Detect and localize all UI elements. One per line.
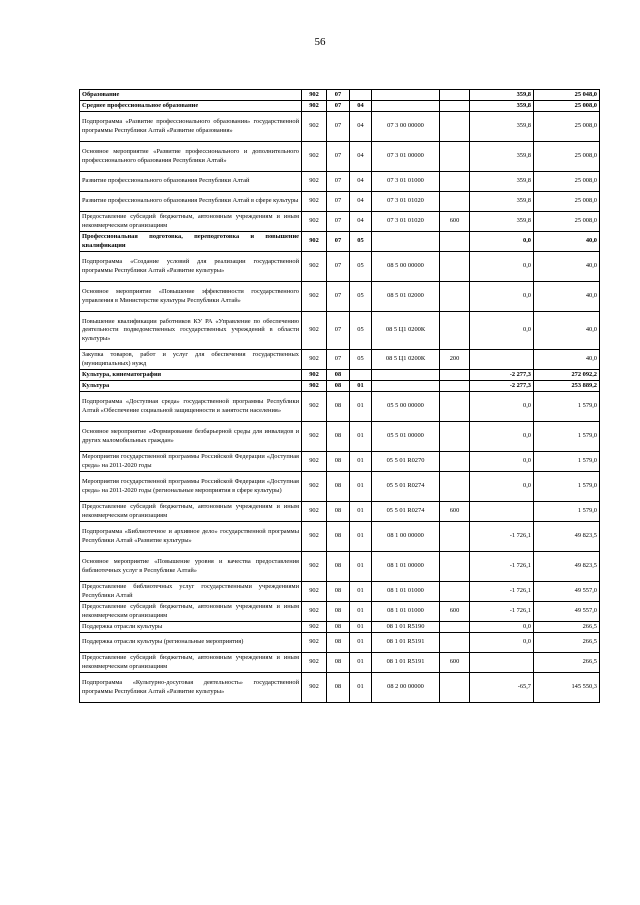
row-expense-type bbox=[440, 312, 470, 350]
row-name: Основное мероприятие «Повышение эффективности государственного управления в Министерстве культуры Республики Алтай» bbox=[80, 282, 302, 312]
row-change-amount bbox=[470, 350, 534, 370]
row-admin-code: 902 bbox=[302, 633, 327, 653]
row-expense-type bbox=[440, 422, 470, 452]
row-total-amount: 40,0 bbox=[534, 312, 600, 350]
row-target-code bbox=[372, 370, 440, 381]
row-change-amount: -1 726,1 bbox=[470, 552, 534, 582]
table-row bbox=[80, 90, 600, 101]
row-admin-code: 902 bbox=[302, 522, 327, 552]
row-subsection: 01 bbox=[350, 582, 372, 602]
row-expense-type bbox=[440, 112, 470, 142]
row-name: Подпрограмма «Культурно-досуговая деятельность» государственной программы Республики Алтай «Развитие культуры» bbox=[80, 673, 302, 703]
table-row bbox=[80, 472, 600, 502]
row-target-code: 05 5 01 R0274 bbox=[372, 472, 440, 502]
row-subsection: 04 bbox=[350, 101, 372, 112]
row-change-amount: -65,7 bbox=[470, 673, 534, 703]
row-name: Подпрограмма «Создание условий для реализации государственной программы Республики Алтай «Развитие культуры» bbox=[80, 252, 302, 282]
row-name: Предоставление субсидий бюджетным, автономным учреждениям и иным некоммерческим организациям bbox=[80, 502, 302, 522]
row-target-code: 08 2 00 00000 bbox=[372, 673, 440, 703]
row-subsection: 04 bbox=[350, 192, 372, 212]
row-admin-code: 902 bbox=[302, 232, 327, 252]
row-name: Мероприятия государственной программы Российской Федерации «Доступная среда» на 2011-2020 годы bbox=[80, 452, 302, 472]
row-expense-type bbox=[440, 172, 470, 192]
row-total-amount: 145 550,3 bbox=[534, 673, 600, 703]
row-total-amount: 40,0 bbox=[534, 350, 600, 370]
row-admin-code: 902 bbox=[302, 142, 327, 172]
row-total-amount: 1 579,0 bbox=[534, 452, 600, 472]
row-target-code: 08 5 Ц1 0200К bbox=[372, 350, 440, 370]
row-target-code: 08 1 01 01000 bbox=[372, 602, 440, 622]
table-row bbox=[80, 142, 600, 172]
row-target-code bbox=[372, 381, 440, 392]
row-target-code: 07 3 01 01020 bbox=[372, 212, 440, 232]
row-subsection: 01 bbox=[350, 673, 372, 703]
row-total-amount: 25 008,0 bbox=[534, 172, 600, 192]
row-section: 08 bbox=[327, 392, 350, 422]
row-total-amount: 25 008,0 bbox=[534, 212, 600, 232]
table-row bbox=[80, 381, 600, 392]
row-subsection: 05 bbox=[350, 350, 372, 370]
row-subsection: 01 bbox=[350, 522, 372, 552]
row-admin-code: 902 bbox=[302, 282, 327, 312]
row-admin-code: 902 bbox=[302, 673, 327, 703]
row-change-amount: 359,8 bbox=[470, 192, 534, 212]
row-expense-type bbox=[440, 522, 470, 552]
row-name: Основное мероприятие «Повышение уровня и качества предоставления библиотечных услуг в Республике Алтай» bbox=[80, 552, 302, 582]
row-total-amount: 25 008,0 bbox=[534, 192, 600, 212]
table-row bbox=[80, 622, 600, 633]
row-target-code: 08 1 01 R5191 bbox=[372, 653, 440, 673]
table-row bbox=[80, 232, 600, 252]
row-expense-type bbox=[440, 232, 470, 252]
row-name: Подпрограмма «Развитие профессионального образования» государственной программы Республики Алтай «Развитие образования» bbox=[80, 112, 302, 142]
row-section: 08 bbox=[327, 381, 350, 392]
table-row bbox=[80, 312, 600, 350]
row-subsection: 01 bbox=[350, 381, 372, 392]
row-target-code: 08 1 01 00000 bbox=[372, 552, 440, 582]
row-name: Предоставление субсидий бюджетным, автономным учреждениям и иным некоммерческим организациям bbox=[80, 653, 302, 673]
row-name: Среднее профессиональное образование bbox=[80, 101, 302, 112]
row-total-amount: 272 092,2 bbox=[534, 370, 600, 381]
row-expense-type: 600 bbox=[440, 502, 470, 522]
row-subsection: 04 bbox=[350, 212, 372, 232]
row-section: 08 bbox=[327, 502, 350, 522]
row-target-code bbox=[372, 90, 440, 101]
row-total-amount: 1 579,0 bbox=[534, 472, 600, 502]
row-expense-type bbox=[440, 633, 470, 653]
table-row bbox=[80, 112, 600, 142]
table-row bbox=[80, 350, 600, 370]
row-section: 07 bbox=[327, 312, 350, 350]
row-subsection: 01 bbox=[350, 502, 372, 522]
row-section: 08 bbox=[327, 552, 350, 582]
row-total-amount: 49 823,5 bbox=[534, 522, 600, 552]
row-change-amount: 0,0 bbox=[470, 422, 534, 452]
row-name: Закупка товаров, работ и услуг для обеспечения государственных (муниципальных) нужд bbox=[80, 350, 302, 370]
row-total-amount: 40,0 bbox=[534, 252, 600, 282]
row-name: Подпрограмма «Библиотечное и архивное дело» государственной программы Республики Алтай «Развитие культуры» bbox=[80, 522, 302, 552]
row-total-amount: 266,5 bbox=[534, 622, 600, 633]
row-subsection: 01 bbox=[350, 602, 372, 622]
table-row bbox=[80, 192, 600, 212]
row-admin-code: 902 bbox=[302, 192, 327, 212]
row-expense-type bbox=[440, 101, 470, 112]
row-admin-code: 902 bbox=[302, 392, 327, 422]
row-change-amount: 0,0 bbox=[470, 633, 534, 653]
row-section: 08 bbox=[327, 622, 350, 633]
row-expense-type bbox=[440, 392, 470, 422]
row-subsection: 05 bbox=[350, 282, 372, 312]
row-section: 08 bbox=[327, 452, 350, 472]
row-expense-type bbox=[440, 381, 470, 392]
row-target-code bbox=[372, 232, 440, 252]
row-admin-code: 902 bbox=[302, 582, 327, 602]
row-section: 08 bbox=[327, 633, 350, 653]
row-change-amount bbox=[470, 653, 534, 673]
row-total-amount: 1 579,0 bbox=[534, 392, 600, 422]
row-subsection: 01 bbox=[350, 653, 372, 673]
row-name: Повышение квалификации работников КУ РА «Управление по обеспечению деятельности подведомственных государственных учреждений в области культуры» bbox=[80, 312, 302, 350]
row-section: 07 bbox=[327, 172, 350, 192]
row-change-amount: 359,8 bbox=[470, 212, 534, 232]
row-admin-code: 902 bbox=[302, 381, 327, 392]
row-subsection: 01 bbox=[350, 622, 372, 633]
row-change-amount: 359,8 bbox=[470, 112, 534, 142]
row-change-amount: 0,0 bbox=[470, 282, 534, 312]
row-admin-code: 902 bbox=[302, 172, 327, 192]
row-name: Предоставление библиотечных услуг государственными учреждениями Республики Алтай bbox=[80, 582, 302, 602]
row-section: 07 bbox=[327, 90, 350, 101]
row-name: Культура, кинематография bbox=[80, 370, 302, 381]
table-row bbox=[80, 452, 600, 472]
row-name: Поддержка отрасли культуры (региональные мероприятия) bbox=[80, 633, 302, 653]
budget-table bbox=[79, 89, 600, 703]
row-total-amount: 49 557,0 bbox=[534, 602, 600, 622]
row-expense-type: 600 bbox=[440, 602, 470, 622]
table-row bbox=[80, 252, 600, 282]
row-expense-type bbox=[440, 552, 470, 582]
row-target-code: 08 5 Ц1 0200К bbox=[372, 312, 440, 350]
row-expense-type: 200 bbox=[440, 350, 470, 370]
row-expense-type bbox=[440, 252, 470, 282]
row-target-code: 07 3 01 00000 bbox=[372, 142, 440, 172]
row-change-amount: 0,0 bbox=[470, 312, 534, 350]
row-name: Поддержка отрасли культуры bbox=[80, 622, 302, 633]
row-name: Предоставление субсидий бюджетным, автономным учреждениям и иным некоммерческим организациям bbox=[80, 212, 302, 232]
table-row bbox=[80, 282, 600, 312]
row-subsection bbox=[350, 90, 372, 101]
row-subsection: 04 bbox=[350, 112, 372, 142]
row-expense-type bbox=[440, 282, 470, 312]
row-section: 08 bbox=[327, 582, 350, 602]
row-section: 08 bbox=[327, 472, 350, 502]
row-section: 07 bbox=[327, 212, 350, 232]
row-admin-code: 902 bbox=[302, 653, 327, 673]
table-row bbox=[80, 653, 600, 673]
row-total-amount: 25 048,0 bbox=[534, 90, 600, 101]
row-name: Подпрограмма «Доступная среда» государственной программы Республики Алтай «Обеспечение социальной защищенности и занятости населения» bbox=[80, 392, 302, 422]
row-total-amount: 49 557,0 bbox=[534, 582, 600, 602]
table-row bbox=[80, 673, 600, 703]
row-expense-type bbox=[440, 622, 470, 633]
table-row bbox=[80, 582, 600, 602]
row-change-amount bbox=[470, 502, 534, 522]
row-section: 08 bbox=[327, 522, 350, 552]
row-change-amount: -1 726,1 bbox=[470, 582, 534, 602]
row-subsection: 04 bbox=[350, 142, 372, 172]
row-change-amount: -2 277,3 bbox=[470, 381, 534, 392]
row-admin-code: 902 bbox=[302, 252, 327, 282]
row-total-amount: 25 008,0 bbox=[534, 142, 600, 172]
row-expense-type bbox=[440, 192, 470, 212]
row-expense-type: 600 bbox=[440, 212, 470, 232]
row-section: 07 bbox=[327, 252, 350, 282]
row-admin-code: 902 bbox=[302, 90, 327, 101]
table-row bbox=[80, 633, 600, 653]
row-section: 07 bbox=[327, 232, 350, 252]
row-section: 08 bbox=[327, 673, 350, 703]
row-admin-code: 902 bbox=[302, 312, 327, 350]
table-row bbox=[80, 370, 600, 381]
page-number: 56 bbox=[314, 36, 326, 48]
row-change-amount: 0,0 bbox=[470, 472, 534, 502]
row-section: 08 bbox=[327, 422, 350, 452]
row-expense-type bbox=[440, 472, 470, 502]
row-name: Предоставление субсидий бюджетным, автономным учреждениям и иным некоммерческим организациям bbox=[80, 602, 302, 622]
row-subsection: 04 bbox=[350, 172, 372, 192]
row-name: Профессиональная подготовка, переподготовка и повышение квалификации bbox=[80, 232, 302, 252]
table-row bbox=[80, 552, 600, 582]
row-admin-code: 902 bbox=[302, 502, 327, 522]
row-total-amount: 25 008,0 bbox=[534, 112, 600, 142]
row-admin-code: 902 bbox=[302, 622, 327, 633]
row-expense-type bbox=[440, 673, 470, 703]
row-total-amount: 25 008,0 bbox=[534, 101, 600, 112]
table-row bbox=[80, 502, 600, 522]
row-change-amount: 0,0 bbox=[470, 622, 534, 633]
row-change-amount: 359,8 bbox=[470, 142, 534, 172]
row-section: 08 bbox=[327, 653, 350, 673]
row-expense-type bbox=[440, 582, 470, 602]
row-subsection: 01 bbox=[350, 472, 372, 502]
row-target-code: 08 5 00 00000 bbox=[372, 252, 440, 282]
row-total-amount: 1 579,0 bbox=[534, 422, 600, 452]
row-total-amount: 40,0 bbox=[534, 282, 600, 312]
row-expense-type bbox=[440, 370, 470, 381]
row-admin-code: 902 bbox=[302, 552, 327, 582]
row-total-amount: 266,5 bbox=[534, 633, 600, 653]
table-row bbox=[80, 172, 600, 192]
row-change-amount: -1 726,1 bbox=[470, 522, 534, 552]
row-name: Культура bbox=[80, 381, 302, 392]
row-section: 07 bbox=[327, 142, 350, 172]
row-admin-code: 902 bbox=[302, 212, 327, 232]
row-target-code: 08 1 01 01000 bbox=[372, 582, 440, 602]
row-name: Основное мероприятие «Формирование безбарьерной среды для инвалидов и других маломобильных граждан» bbox=[80, 422, 302, 452]
row-subsection: 01 bbox=[350, 422, 372, 452]
row-total-amount: 40,0 bbox=[534, 232, 600, 252]
row-name: Образование bbox=[80, 90, 302, 101]
row-section: 07 bbox=[327, 282, 350, 312]
row-admin-code: 902 bbox=[302, 422, 327, 452]
row-name: Развитие профессионального образования Республики Алтай bbox=[80, 172, 302, 192]
table-row bbox=[80, 392, 600, 422]
row-subsection: 05 bbox=[350, 312, 372, 350]
row-target-code: 07 3 01 01000 bbox=[372, 172, 440, 192]
row-total-amount: 49 823,5 bbox=[534, 552, 600, 582]
row-admin-code: 902 bbox=[302, 472, 327, 502]
row-change-amount: 359,8 bbox=[470, 101, 534, 112]
row-section: 07 bbox=[327, 112, 350, 142]
table-row bbox=[80, 212, 600, 232]
row-expense-type bbox=[440, 90, 470, 101]
row-change-amount: 0,0 bbox=[470, 232, 534, 252]
row-subsection: 01 bbox=[350, 452, 372, 472]
row-total-amount: 1 579,0 bbox=[534, 502, 600, 522]
row-section: 07 bbox=[327, 350, 350, 370]
row-total-amount: 253 889,2 bbox=[534, 381, 600, 392]
row-section: 07 bbox=[327, 192, 350, 212]
row-target-code: 08 5 01 02000 bbox=[372, 282, 440, 312]
row-change-amount: 0,0 bbox=[470, 392, 534, 422]
row-subsection: 01 bbox=[350, 552, 372, 582]
row-target-code: 08 1 01 R5191 bbox=[372, 633, 440, 653]
row-name: Развитие профессионального образования Республики Алтай в сфере культуры bbox=[80, 192, 302, 212]
row-target-code: 05 5 01 R0274 bbox=[372, 502, 440, 522]
row-admin-code: 902 bbox=[302, 370, 327, 381]
table-row bbox=[80, 522, 600, 552]
row-target-code bbox=[372, 101, 440, 112]
row-expense-type bbox=[440, 142, 470, 172]
row-expense-type: 600 bbox=[440, 653, 470, 673]
row-change-amount: 0,0 bbox=[470, 252, 534, 282]
row-admin-code: 902 bbox=[302, 350, 327, 370]
row-target-code: 07 3 01 01020 bbox=[372, 192, 440, 212]
row-target-code: 05 5 01 R0270 bbox=[372, 452, 440, 472]
row-target-code: 07 3 00 00000 bbox=[372, 112, 440, 142]
row-section: 08 bbox=[327, 370, 350, 381]
row-admin-code: 902 bbox=[302, 602, 327, 622]
row-name: Мероприятия государственной программы Российской Федерации «Доступная среда» на 2011-2020 годы (региональные мероприятия в сфере культуры) bbox=[80, 472, 302, 502]
row-subsection: 05 bbox=[350, 252, 372, 282]
row-target-code: 05 5 01 00000 bbox=[372, 422, 440, 452]
row-change-amount: -1 726,1 bbox=[470, 602, 534, 622]
row-total-amount: 266,5 bbox=[534, 653, 600, 673]
row-admin-code: 902 bbox=[302, 112, 327, 142]
row-target-code: 05 5 00 00000 bbox=[372, 392, 440, 422]
table-row bbox=[80, 101, 600, 112]
row-section: 08 bbox=[327, 602, 350, 622]
row-expense-type bbox=[440, 452, 470, 472]
row-change-amount: 359,8 bbox=[470, 90, 534, 101]
row-admin-code: 902 bbox=[302, 101, 327, 112]
row-section: 07 bbox=[327, 101, 350, 112]
row-target-code: 08 1 01 R5190 bbox=[372, 622, 440, 633]
row-target-code: 08 1 00 00000 bbox=[372, 522, 440, 552]
row-subsection: 05 bbox=[350, 232, 372, 252]
row-subsection bbox=[350, 370, 372, 381]
row-subsection: 01 bbox=[350, 392, 372, 422]
row-name: Основное мероприятие «Развитие профессионального и дополнительного профессионального образования Республики Алтай» bbox=[80, 142, 302, 172]
row-change-amount: 359,8 bbox=[470, 172, 534, 192]
row-change-amount: 0,0 bbox=[470, 452, 534, 472]
row-change-amount: -2 277,3 bbox=[470, 370, 534, 381]
table-row bbox=[80, 602, 600, 622]
row-subsection: 01 bbox=[350, 633, 372, 653]
row-admin-code: 902 bbox=[302, 452, 327, 472]
table-row bbox=[80, 422, 600, 452]
